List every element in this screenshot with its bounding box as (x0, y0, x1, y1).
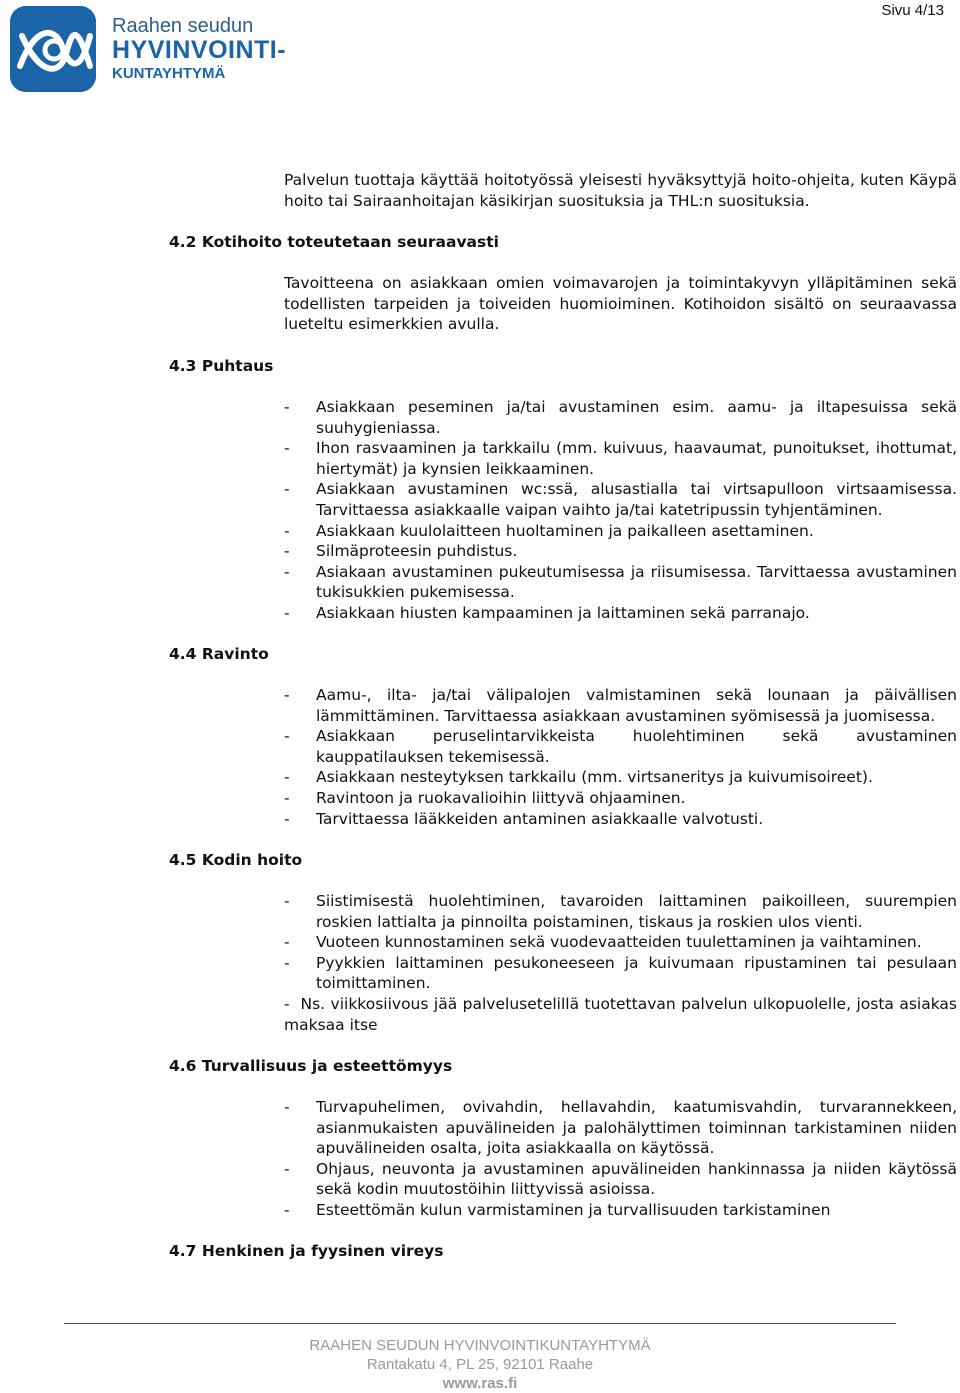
footer-address: Rantakatu 4, PL 25, 92101 Raahe (366, 1356, 594, 1373)
list-item: - Siistimisestä huolehtiminen, tavaroiden laittaminen paikoilleen, suurempien roskien lattialta ja pinnoilta poistaminen, tiskaus ja roskien ulos vienti. (284, 892, 957, 931)
knot-logo-icon (10, 6, 96, 92)
section-4-4-list (284, 685, 957, 829)
list-item: - Aamu-, ilta- ja/tai välipalojen valmistaminen sekä lounaan ja päivällisen lämmittäminen. Tarvittaessa asiakkaan avustaminen syömisessä ja juomisessa. (284, 686, 957, 725)
intro-paragraph: Palvelun tuottaja käyttää hoitotyössä yleisesti hyväksyttyjä hoito-ohjeita, kuten Käypä hoito tai Sairaanhoitajan käsikirjan suosituksia ja THL:n suosituksia. (284, 171, 957, 210)
list-item: - Asiakkaan peruselintarvikkeista huolehtiminen sekä avustaminen kauppatilauksen tekemisessä. (284, 727, 957, 766)
footer-divider (64, 1323, 896, 1324)
section-heading-4-5: 4.5 Kodin hoito (169, 851, 303, 869)
list-item: - Silmäproteesin puhdistus. (284, 542, 518, 561)
section-4-3-list (284, 397, 957, 624)
page-footer (0, 1336, 960, 1393)
list-item: - Vuoteen kunnostaminen sekä vuodevaatteiden tuulettaminen ja vaihtaminen. (284, 933, 922, 952)
logo-line-3: KUNTAYHTYMÄ (112, 65, 226, 82)
list-item: - Asiakkaan nesteytyksen tarkkailu (mm. virtsaneritys ja kuivumisoireet). (284, 768, 873, 787)
list-item: - Turvapuhelimen, ovivahdin, hellavahdin, kaatumisvahdin, turvarannekkeen, asianmukaisten apuvälineiden ja palohälyttimen toiminnan tarkistaminen niiden apuvälineiden osalta, joita asiakkaalla on käytössä. (284, 1098, 957, 1158)
section-heading-4-2: 4.2 Kotihoito toteutetaan seuraavasti (169, 233, 499, 251)
section-4-5-list (284, 891, 957, 994)
list-item: - Pyykkien laittaminen pesukoneeseen ja kuivumaan ripustaminen tai pesulaan toimittaminen. (284, 953, 957, 993)
list-item: - Ohjaus, neuvonta ja avustaminen apuvälineiden hankinnassa ja niiden käytössä sekä kodin muutostöihin liittyvissä asioissa. (284, 1159, 957, 1199)
section-heading-4-3: 4.3 Puhtaus (169, 357, 274, 375)
list-item: - Esteettömän kulun varmistaminen ja turvallisuuden tarkistaminen (284, 1200, 831, 1219)
section-4-5-note: - Ns. viikkosiivous jää palvelusetelillä tuotettavan palvelun ulkopuolelle, josta asiakas maksaa itse (284, 995, 957, 1034)
list-item: - Asiakkaan hiusten kampaaminen ja laittaminen sekä parranajo. (284, 603, 810, 622)
list-item: - Asiakaan avustaminen pukeutumisessa ja riisumisessa. Tarvittaessa avustaminen tukisukkien pukemisessa. (284, 562, 957, 602)
organization-logo (10, 6, 310, 96)
footer-website-link[interactable]: www.ras.fi (442, 1375, 518, 1392)
logo-line-2: HYVINVOINTI- (112, 36, 287, 64)
page-number: Sivu 4/13 (881, 2, 944, 19)
section-heading-4-4: 4.4 Ravinto (169, 645, 269, 663)
logo-line-1: Raahen seudun (112, 15, 254, 37)
list-item: - Asiakkaan kuulolaitteen huoltaminen ja paikalleen asettaminen. (284, 521, 814, 540)
section-heading-4-7: 4.7 Henkinen ja fyysinen vireys (169, 1242, 444, 1260)
section-heading-4-6: 4.6 Turvallisuus ja esteettömyys (169, 1057, 453, 1075)
list-item: - Tarvittaessa lääkkeiden antaminen asiakkaalle valvotusti. (284, 809, 764, 828)
list-item: - Asiakkaan peseminen ja/tai avustaminen esim. aamu- ja iltapesuissa sekä suuhygieniassa. (284, 398, 957, 437)
list-item: - Asiakkaan avustaminen wc:ssä, alusastialla tai virtsapulloon virtsaamisessa. Tarvittaessa asiakkaalle vaipan vaihto ja/tai katetripussin tyhjentäminen. (284, 480, 957, 519)
section-4-2-paragraph: Tavoitteena on asiakkaan omien voimavarojen ja toimintakyvyn ylläpitäminen sekä todellisten tarpeiden ja toiveiden huomioiminen. Kotihoidon sisältö on seuraavassa lueteltu esimerkkien avulla. (284, 274, 957, 334)
list-item: - Ravintoon ja ruokavalioihin liittyvä ohjaaminen. (284, 788, 686, 807)
section-4-6-list (284, 1097, 957, 1221)
footer-organization: RAAHEN SEUDUN HYVINVOINTIKUNTAYHTYMÄ (309, 1337, 651, 1354)
list-item: - Ihon rasvaaminen ja tarkkailu (mm. kuivuus, haavaumat, punoitukset, ihottumat, hiertymät) ja kynsien leikkaaminen. (284, 439, 957, 478)
